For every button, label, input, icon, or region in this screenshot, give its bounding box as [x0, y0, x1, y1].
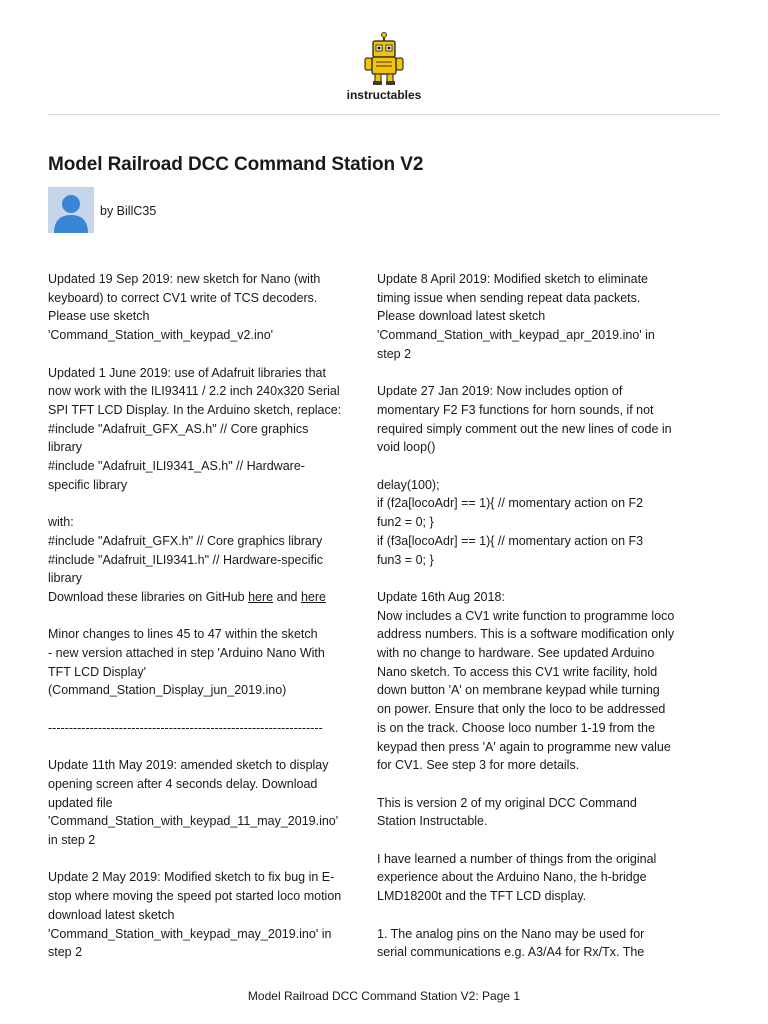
header-divider — [48, 114, 720, 115]
text-line: download latest sketch — [48, 907, 175, 922]
download-text: Download these libraries on GitHub — [48, 589, 249, 604]
paragraph — [377, 850, 697, 906]
download-line — [48, 588, 368, 607]
text-line: on power. Ensure that only the loco to be addressed — [377, 702, 666, 717]
text-line: Nano sketch. To access this CV1 write facility, hold — [377, 664, 658, 679]
page-title: Model Railroad DCC Command Station V2 — [48, 154, 424, 175]
text-line: Updated 19 Sep 2019: new sketch for Nano (with — [48, 272, 321, 286]
text-line: step 2 — [48, 945, 83, 960]
text-line: for CV1. See step 3 for more details. — [377, 758, 580, 773]
paragraph — [377, 588, 697, 775]
text-line: required simply comment out the new lines of code in — [377, 421, 672, 436]
text-line: #include "Adafruit_ILI9341.h" // Hardware-specific — [48, 552, 323, 567]
text-line: 1. The analog pins on the Nano may be used for — [377, 926, 645, 941]
author-byline: by BillC35 — [100, 204, 157, 218]
text-line: Update 11th May 2019: amended sketch to display — [48, 758, 329, 773]
text-line: is on the track. Choose loco number 1-19 from the — [377, 720, 655, 735]
text-line: serial communications e.g. A3/A4 for Rx/Tx. The — [377, 945, 645, 960]
paragraph — [377, 925, 697, 962]
text-line: (Command_Station_Display_jun_2019.ino) — [48, 683, 287, 698]
text-line: Now includes a CV1 write function to programme loco — [377, 608, 675, 623]
page-header — [0, 0, 768, 115]
user-silhouette-icon — [48, 187, 94, 233]
left-column — [48, 270, 368, 981]
paragraph — [48, 588, 368, 607]
text-line: keypad then press 'A' again to programme new value — [377, 739, 671, 754]
text-line: keyboard) to correct CV1 write of TCS decoders. — [48, 290, 318, 305]
paragraph — [48, 513, 368, 588]
separator-line — [48, 719, 368, 738]
text-line: Please use sketch — [48, 309, 150, 324]
text-line: library — [48, 440, 83, 455]
text-line: 'Command_Station_with_keypad_v2.ino' — [48, 328, 274, 343]
paragraph — [377, 794, 697, 831]
text-line: step 2 — [377, 346, 412, 361]
text-line: - new version attached in step 'Arduino Nano With — [48, 646, 325, 661]
text-line: 'Command_Station_with_keypad_11_may_2019.ino' — [48, 814, 339, 829]
paragraph — [377, 270, 697, 364]
text-line: stop where moving the speed pot started loco motion — [48, 889, 342, 904]
library-link-ili9341[interactable]: here — [300, 589, 326, 604]
text-line: 'Command_Station_with_keypad_may_2019.ino' in — [48, 926, 332, 941]
text-line: Station Instructable. — [377, 814, 488, 829]
paragraph — [48, 270, 368, 345]
text-line: LMD18200t and the TFT LCD display. — [377, 889, 587, 904]
text-line: timing issue when sending repeat data packets. — [377, 290, 641, 305]
library-link-gfx[interactable]: here — [248, 589, 274, 604]
text-line: with: — [48, 515, 74, 530]
text-line: Update 16th Aug 2018: — [377, 589, 505, 604]
text-line: Minor changes to lines 45 to 47 within the sketch — [48, 627, 318, 642]
text-line: updated file — [48, 795, 113, 810]
text-line: with no change to hardware. See updated Arduino — [377, 646, 655, 661]
page-footer: Model Railroad DCC Command Station V2: Page 1 — [247, 989, 521, 1003]
text-line: library — [48, 571, 83, 586]
text-line: 'Command_Station_with_keypad_apr_2019.ino' in — [377, 328, 655, 343]
text-line: I have learned a number of things from the original — [377, 851, 657, 866]
paragraph — [48, 868, 368, 962]
text-line: if (f2a[locoAdr] == 1){ // momentary action on F2 — [377, 496, 644, 511]
text-line: opening screen after 4 seconds delay. Download — [48, 776, 318, 791]
paragraph — [48, 625, 368, 700]
paragraph — [48, 756, 368, 850]
text-line: Update 2 May 2019: Modified sketch to fix bug in E- — [48, 870, 335, 885]
text-line: #include "Adafruit_ILI9341_AS.h" // Hardware- — [48, 459, 305, 474]
text-line: #include "Adafruit_GFX.h" // Core graphics library — [48, 533, 323, 548]
and-text: and — [273, 589, 301, 604]
instructables-robot-logo-icon[interactable] — [362, 32, 406, 86]
author-avatar[interactable] — [48, 187, 94, 233]
text-line: fun2 = 0; } — [377, 515, 434, 530]
text-line: Updated 1 June 2019: use of Adafruit libraries that — [48, 365, 326, 380]
text-line: Please download latest sketch — [377, 309, 546, 324]
text-line: if (f3a[locoAdr] == 1){ // momentary action on F3 — [377, 533, 644, 548]
text-line: in step 2 — [48, 833, 96, 848]
text-line: now work with the ILI93411 / 2.2 inch 240x320 Serial — [48, 384, 340, 399]
text-line: Update 27 Jan 2019: Now includes option of — [377, 384, 623, 399]
paragraph — [48, 364, 368, 495]
text-line: TFT LCD Display' — [48, 664, 147, 679]
text-line: #include "Adafruit_GFX_AS.h" // Core graphics — [48, 421, 309, 436]
text-line: delay(100); — [377, 477, 440, 492]
text-line: void loop() — [377, 440, 436, 455]
code-snippet — [377, 476, 697, 570]
text-line: momentary F2 F3 functions for horn sounds, if not — [377, 402, 654, 417]
text-line: address numbers. This is a software modification only — [377, 627, 675, 642]
paragraph — [377, 382, 697, 457]
separator-text: ------------------------------------------------------------------ — [48, 720, 323, 735]
text-line: experience about the Arduino Nano, the h-bridge — [377, 870, 647, 885]
brand-name[interactable]: instructables — [346, 88, 422, 102]
text-line: Update 8 April 2019: Modified sketch to eliminate — [377, 272, 648, 286]
text-line: specific library — [48, 477, 128, 492]
text-line: fun3 = 0; } — [377, 552, 434, 567]
right-column — [377, 270, 697, 981]
text-line: This is version 2 of my original DCC Command — [377, 795, 637, 810]
text-line: SPI TFT LCD Display. In the Arduino sketch, replace: — [48, 402, 342, 417]
text-line: down button 'A' on membrane keypad while turning — [377, 683, 660, 698]
